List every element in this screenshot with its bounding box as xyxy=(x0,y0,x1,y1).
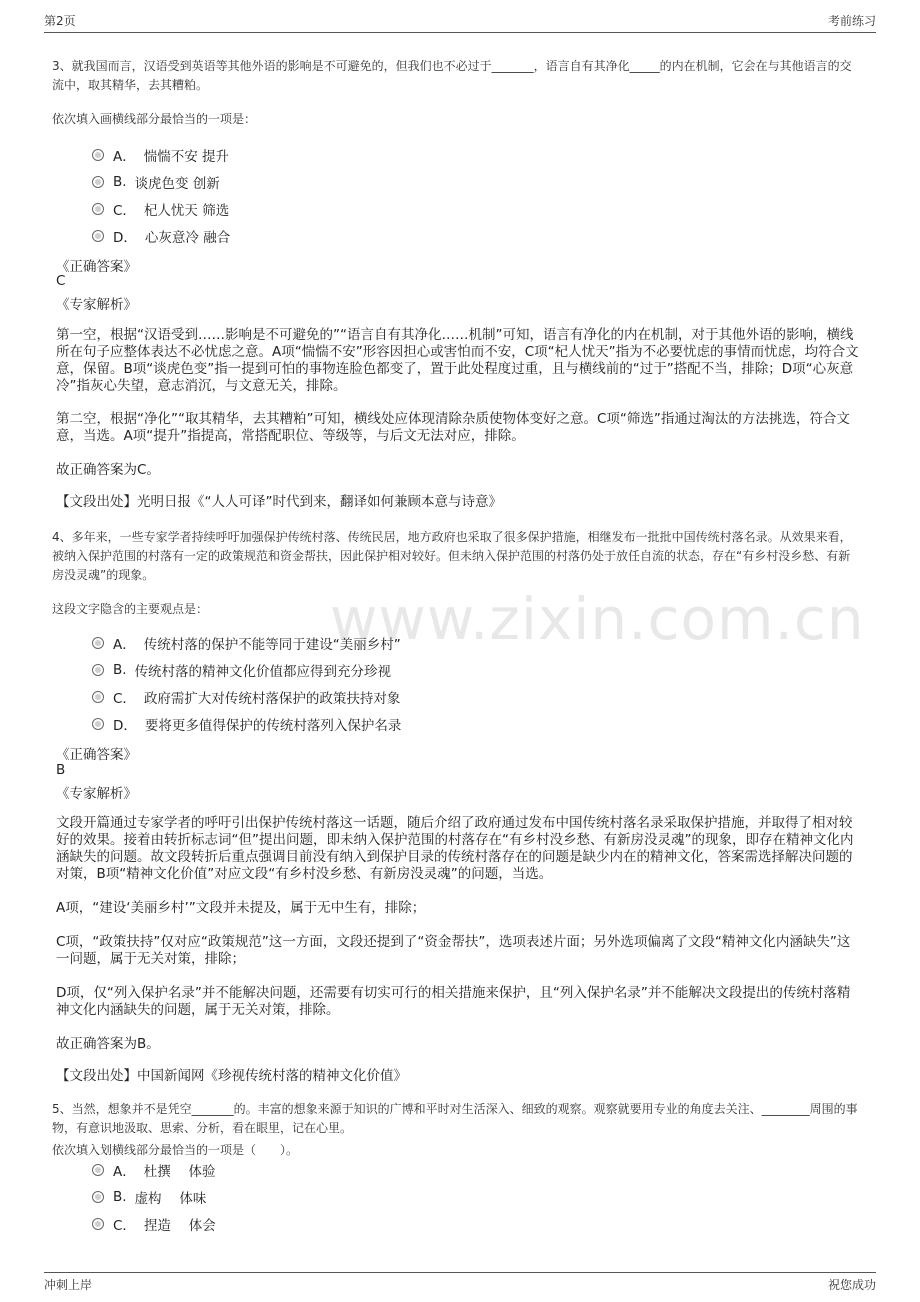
q3-answer-label: 《正确答案》 xyxy=(56,259,137,275)
q3-option-c[interactable] xyxy=(92,199,229,219)
q4-analysis-paragraph: 文段开篇通过专家学者的呼吁引出保护传统村落这一话题，随后介绍了政府通过发布中国传统村落名录采取保护措施，并取得了相对较好的效果。接着由转折标志词“但”提出问题，即未纳入保护范围的村落存在“有乡村没乡愁、有新房没灵魂”的现象，即存在精神文化内涵缺失的问题。故文段转折后重点强调目前没有纳入到保护目录的传统村落存在的问题是缺少内在的精神文化，答案需选择解决问题的对策，B项“精神文化价值”对应文段“有乡村没乡愁、有新房没灵魂”的问题，当选。 xyxy=(56,815,854,882)
option-letter: A． xyxy=(113,1164,136,1180)
option-text: 政府需扩大对传统村落保护的政策扶持对象 xyxy=(143,691,401,707)
option-letter: C． xyxy=(113,1218,136,1234)
q4-analysis-option-d: D项，仅“列入保护名录”并不能解决问题，还需要有切实可行的相关措施来保护，且“列入保护名录”并不能解决文段提出的传统村落精神文化内涵缺失的问题，属于无关对策，排除。 xyxy=(56,985,851,1018)
q4-analysis-conclusion: 故正确答案为B。 xyxy=(56,1036,160,1052)
radio-icon[interactable] xyxy=(92,1218,104,1230)
page-header xyxy=(44,12,876,33)
option-text: 虚构 体味 xyxy=(134,1191,207,1207)
page-number: 第2页 xyxy=(44,14,76,28)
question-4-prompt: 这段文字隐含的主要观点是： xyxy=(52,602,209,616)
q4-option-d[interactable] xyxy=(92,714,401,734)
page-footer xyxy=(44,1272,876,1294)
option-text: 传统村落的精神文化价值都应得到充分珍视 xyxy=(134,664,392,680)
option-text: 杜撰 体验 xyxy=(143,1164,216,1180)
option-text: 杞人忧天 筛选 xyxy=(143,203,230,219)
option-letter: B. xyxy=(113,174,127,190)
q3-analysis-paragraph: 第二空，根据“净化”“取其精华，去其糟粕”可知，横线处应体现清除杂质使物体变好之意。C项“筛选”指通过淘汰的方法挑选，符合文意，当选。A项“提升”指提高，常搭配职位、等级等，与后文无法对应，排除。 xyxy=(56,411,850,444)
q5-option-a[interactable] xyxy=(92,1160,216,1180)
q4-analysis-option-c: C项，“政策扶持”仅对应“政策规范”这一方面，文段还提到了“资金帮扶”，选项表述片面；另外选项偏离了文段“精神文化内涵缺失”这一问题，属于无关对策，排除； xyxy=(56,934,851,967)
option-letter: D． xyxy=(113,718,137,734)
q3-answer: C xyxy=(56,273,66,289)
q3-analysis-paragraph: 第一空，根据“汉语受到……影响是不可避免的”“语言自有其净化……机制”可知，语言有净化的内在机制，对于其他外语的影响，横线所在句子应整体表达不必忧虑之意。A项“惴惴不安”形容因担心或害怕而不安，C项“杞人忧天”指为不必要忧虑的事情而忧虑，均符合文意，保留。B项“谈虎色变”指一提到可怕的事物连脸色都变了，置于此处程度过重，且与横线前的“过于”搭配不当，排除；D项“心灰意冷”指灰心失望，意志消沉，与文意无关，排除。 xyxy=(56,327,859,394)
option-text: 传统村落的保护不能等同于建设“美丽乡村” xyxy=(143,637,401,653)
option-text: 捏造 体会 xyxy=(143,1218,216,1234)
q4-option-a[interactable] xyxy=(92,633,401,653)
q3-analysis-conclusion: 故正确答案为C。 xyxy=(56,462,160,478)
question-5-text: 5、当然，想象并不是凭空_______的。丰富的想象来源于知识的广博和平时对生活深入、细致的观察。观察就要用专业的角度去关注、________周围的事物，有意识地汲取、思索、分析，看在眼里，记在心里。 xyxy=(52,1102,858,1135)
option-letter: B. xyxy=(113,662,127,678)
q3-source: 【文段出处】光明日报《“人人可译”时代到来，翻译如何兼顾本意与诗意》 xyxy=(56,494,502,510)
q4-analysis-label: 《专家解析》 xyxy=(56,786,137,802)
option-text: 谈虎色变 创新 xyxy=(134,176,220,192)
q3-option-d[interactable] xyxy=(92,226,230,246)
q4-answer-label: 《正确答案》 xyxy=(56,747,137,763)
q3-option-a[interactable] xyxy=(92,145,229,165)
radio-icon[interactable] xyxy=(92,637,104,649)
question-4-text: 4、多年来，一些专家学者持续呼吁加强保护传统村落、传统民居，地方政府也采取了很多保护措施，相继发布一批批中国传统村落名录。从效果来看，被纳入保护范围的村落有一定的政策规范和资金帮扶，因此保护相对较好。但未纳入保护范围的村落仍处于放任自流的状态，存在“有乡村没乡愁、有新房没灵魂”的现象。 xyxy=(52,530,852,582)
option-letter: B. xyxy=(113,1189,127,1205)
option-letter: C． xyxy=(113,203,136,219)
q3-option-b[interactable] xyxy=(92,172,220,192)
q5-option-c[interactable] xyxy=(92,1214,216,1234)
option-letter: A． xyxy=(113,149,136,165)
option-text: 心灰意冷 融合 xyxy=(144,230,231,246)
radio-icon[interactable] xyxy=(92,149,104,161)
radio-icon[interactable] xyxy=(92,230,104,242)
watermark: www.zixin.com.cn xyxy=(330,585,865,653)
q4-source: 【文段出处】中国新闻网《珍视传统村落的精神文化价值》 xyxy=(56,1068,407,1084)
q4-option-c[interactable] xyxy=(92,687,400,707)
q5-option-b[interactable] xyxy=(92,1187,206,1207)
radio-icon[interactable] xyxy=(92,691,104,703)
header-title: 考前练习 xyxy=(827,14,876,28)
q4-answer: B xyxy=(56,762,66,778)
radio-icon[interactable] xyxy=(92,664,104,676)
radio-icon[interactable] xyxy=(92,203,104,215)
radio-icon[interactable] xyxy=(92,1164,104,1176)
question-3-prompt: 依次填入画横线部分最恰当的一项是： xyxy=(52,112,257,126)
radio-icon[interactable] xyxy=(92,1191,104,1203)
q4-analysis-option-a: A项，“建设‘美丽乡村’”文段并未提及，属于无中生有，排除； xyxy=(56,900,426,916)
q4-option-b[interactable] xyxy=(92,660,391,680)
option-letter: C． xyxy=(113,691,136,707)
question-3-text: 3、就我国而言，汉语受到英语等其他外语的影响是不可避免的，但我们也不必过于_______，语言自有其净化_____的内在机制，它会在与其他语言的交流中，取其精华，去其糟粕。 xyxy=(52,59,852,92)
option-text: 要将更多值得保护的传统村落列入保护名录 xyxy=(144,718,402,734)
question-5-prompt: 依次填入划横线部分最恰当的一项是（ ）。 xyxy=(52,1143,299,1157)
radio-icon[interactable] xyxy=(92,176,104,188)
option-text: 惴惴不安 提升 xyxy=(143,149,230,165)
q3-analysis-label: 《专家解析》 xyxy=(56,297,137,313)
option-letter: A． xyxy=(113,637,136,653)
option-letter: D． xyxy=(113,230,137,246)
radio-icon[interactable] xyxy=(92,718,104,730)
footer-right-text: 祝您成功 xyxy=(827,1278,876,1292)
footer-left-text: 冲刺上岸 xyxy=(44,1278,93,1292)
